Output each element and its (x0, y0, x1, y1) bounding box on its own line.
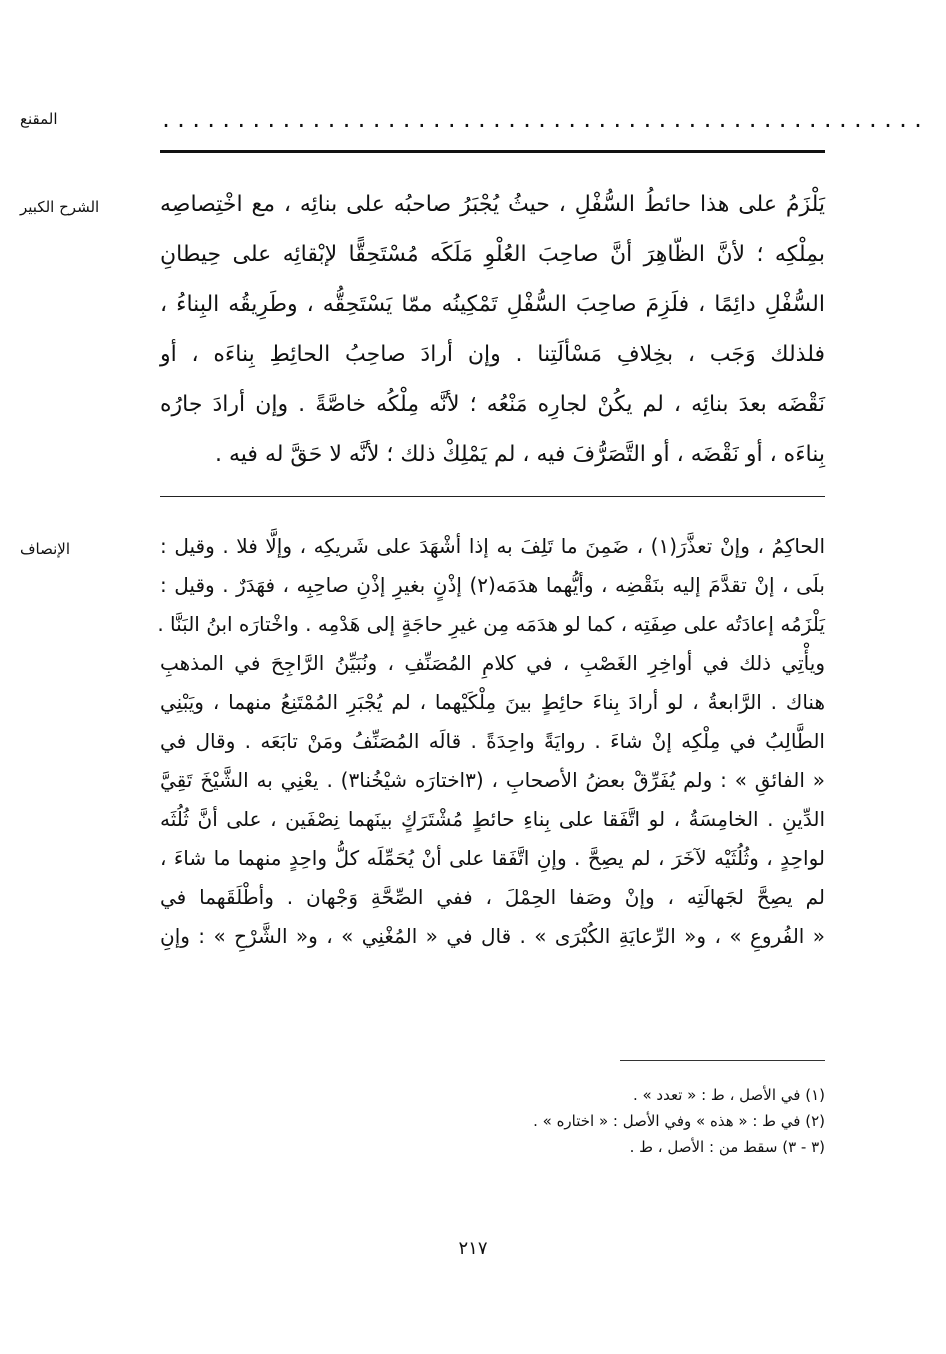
text-line: نَقْضَه بعدَ بنائِه ، لم يكُنْ لجارِه مَنْعُه ؛ لأنَّه مِلْكُه خاصَّةً . وإن أرادَ جارُه (160, 392, 825, 417)
text-line: بمِلْكِه ؛ لأنَّ الظّاهِرَ أنَّ صاحِبَ العُلْوِ مَلَكَه مُسْتَحِقًّا لإبْقائِه على حِيطانِ (160, 242, 825, 267)
footnote-rule (620, 1060, 825, 1061)
text-line: « الفائقِ » : ولم يُفَرِّقْ بعضُ الأصحابِ ، (٣اختارَه شيْخُنا٣) . يعْنِي به الشَّيْخَ تَقِيَّ (160, 768, 826, 792)
footnote: (٣ - ٣) سقط من : الأصل ، ط . (629, 1138, 825, 1156)
text-line: السُّفْلِ دائِمًا ، فلَزِمَ صاحِبَ السُّفْلِ تَمْكِينُه ممّا يَسْتَحِقُّه ، وطَرِيقُه البِناءُ ، (160, 292, 825, 317)
text-line: فلذلك وَجَب ، بخِلافِ مَسْألَتِنا . وإن أرادَ صاحِبُ الحائِطِ بِناءَه ، أو (160, 342, 825, 367)
text-line: الدِّينِ . الخامِسَةُ ، لو اتَّفَقا على بِناءِ حائطٍ مُشْتَرَكٍ بينَهما نِصْفَين ، على أنَّ ثُلُثَه (160, 807, 825, 831)
text-line: لواحِدٍ ، وثُلُثَيْه لآخَرَ ، لم يصِحَّ . وإنِ اتَّفَقا على أنْ يُحَمِّلَه كلُّ واحِدٍ منهما ما شاءَ ، (160, 846, 825, 870)
header-dotted-rule: ................................................... (160, 108, 928, 132)
text-line: يَلْزَمُه إعادَتُه على صِفَتِه ، كما لو هدَمَه مِن غيرِ حاجَةٍ إلى هَدْمِه . واخْتارَه ابنُ البَنَّا . (157, 612, 825, 636)
page-number: ٢١٧ (458, 1238, 488, 1259)
footnotes (160, 1082, 825, 1160)
footnote: (٢) في ط : « هذه » وفي الأصل : « اختاره » . (533, 1112, 825, 1130)
running-title: المقنع (20, 110, 58, 128)
text-line: هناك . الرَّابعةُ ، لو أرادَ بِناءَ حائِطٍ بينَ مِلْكَيْهما ، لم يُجْبَرِ المُمْتَنِعُ منهما ، ويَبْنِي (160, 690, 825, 714)
text-line: لم يصِحَّ لجَهالَتِه ، وإنْ وصَفا الحِمْلَ ، ففي الصِّحَّةِ وَجْهان . وأطْلَقَهما في (160, 885, 825, 909)
section-insaf-text (157, 527, 826, 956)
section-divider (160, 496, 825, 497)
text-line: ويأْتِي ذلك في أواخِرِ الغَصْبِ ، في كلامِ المُصَنِّفِ ، ونُبَيِّنُ الرَّاجِحَ في المذهبِ (160, 651, 825, 675)
text-line: الطَّالِبُ في مِلْكِه إنْ شاءَ . روايَةً واحِدَةً . قالَه المُصَنِّفُ ومَنْ تابَعَه . وقال في (160, 729, 825, 753)
header-rule (160, 150, 825, 153)
text-line: يَلْزَمُ على هذا حائطُ السُّفْلِ ، حيثُ يُجْبَرُ صاحبُه على بنائِه ، مع اخْتِصاصِه (160, 192, 825, 217)
section-sharh-text (160, 180, 825, 480)
section-label-insaf: الإنصاف (20, 540, 71, 558)
text-line: « الفُروعِ » ، و« الرِّعايَةِ الكُبْرَى » . قال في « المُغْنِي » ، و« الشَّرْحِ » : وإنِ (160, 924, 825, 948)
text-line: الحاكِمُ ، وإنْ تعذَّرَ(١) ، ضَمِنَ ما تَلِفَ به إذا أشْهَدَ على شَريكِه ، وإلَّا فلا . وقيل : (160, 534, 825, 558)
footnote: (١) في الأصل ، ط : « تعدد » . (632, 1086, 825, 1104)
text-line: بلَى ، إنْ تقدَّمَ إليه بنَقْضِه ، وأيُّهما هدَمَه(٢) إذْنٍ بغيرِ إذْنِ صاحِبِه ، فهَدَرٌ . وقيل : (160, 573, 825, 597)
text-line: بِناءَه ، أو نَقْضَه ، أو التَّصَرُّفَ فيه ، لم يَمْلِكْ ذلك ؛ لأنَّه لا حَقَّ له فيه . (215, 442, 825, 467)
section-label-sharh: الشرح الكبير (20, 198, 100, 216)
